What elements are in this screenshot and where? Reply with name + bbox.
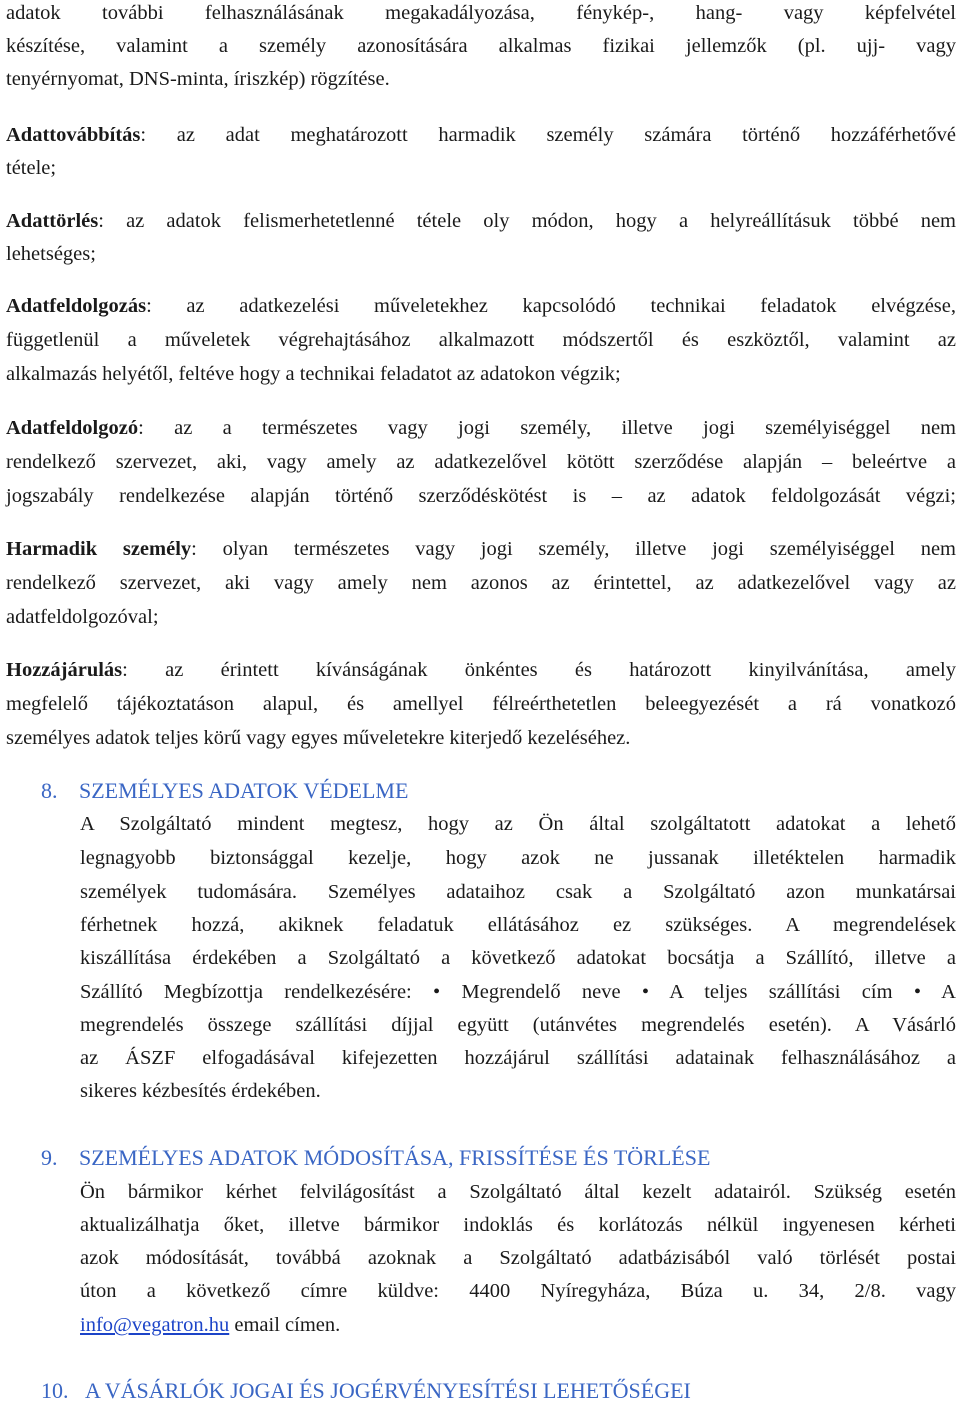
definition-text-line: tétele; <box>6 157 57 179</box>
section-9-line: úton a következő címre küldve: 4400 Nyíregyháza, Búza u. 34, 2/8. vagy <box>80 1280 956 1302</box>
section-8-line: legnagyobb biztonsággal kezelje, hogy azok ne jussanak illetéktelen harmadik <box>80 847 956 869</box>
section-8-line: Szállító Megbízottja rendelkezésére: • Megrendelő neve • A teljes szállítási cím • A <box>80 981 956 1003</box>
email-suffix: email címen. <box>229 1314 341 1336</box>
intro-line-2: készítése, valamint a személy azonosítására alkalmas fizikai jellemzők (pl. ujj- vagy <box>6 35 956 57</box>
definition-adattovabbitas <box>6 122 956 148</box>
definition-text: : az adatkezelési műveletekhez kapcsolódó technikai feladatok elvégzése, <box>146 295 956 317</box>
definition-text: : az adat meghatározott harmadik személy számára történő hozzáférhetővé <box>140 124 956 146</box>
section-9-line: aktualizálhatja őket, illetve bármikor indoklás és korlátozás nélkül ingyenesen kérheti <box>80 1214 956 1236</box>
definition-text: : az érintett kívánságának önkéntes és határozott kinyilvánítása, amely <box>122 659 956 681</box>
section-9-line: azok módosítását, továbbá azoknak a Szolgáltató adatbázisából való törlését postai <box>80 1247 956 1269</box>
section-title: SZEMÉLYES ADATOK VÉDELME <box>79 778 409 803</box>
section-8-line: megrendelés összege szállítási díjjal együtt (utánvétes megrendelés esetén). A Vásárló <box>80 1014 956 1036</box>
definition-term: Adattörlés <box>6 210 99 232</box>
section-number: 9. <box>41 1145 58 1170</box>
section-8-line: személyek tudomására. Személyes adataihoz csak a Szolgáltató azon munkatársai <box>80 881 956 903</box>
definition-text-line: lehetséges; <box>6 243 96 265</box>
section-8-line: A Szolgáltató mindent megtesz, hogy az Ön által szolgáltatott adatokat a lehető <box>80 813 956 835</box>
definition-term: Adatfeldolgozás <box>6 295 147 317</box>
definition-text: : olyan természetes vagy jogi személy, illetve jogi személyiséggel nem <box>191 538 956 560</box>
definition-text-line: függetlenül a műveletek végrehajtásához alkalmazott módszertől és eszköztől, valamint az <box>6 329 956 351</box>
section-9-line: Ön bármikor kérhet felvilágosítást a Szolgáltató által kezelt adatairól. Szükség esetén <box>80 1181 956 1203</box>
definition-term: Hozzájárulás <box>6 659 123 681</box>
section-9-email-line <box>80 1312 956 1338</box>
intro-line-1: adatok további felhasználásának megakadályozása, fénykép-, hang- vagy képfelvétel <box>6 2 956 24</box>
section-title: A VÁSÁRLÓK JOGAI ÉS JOGÉRVÉNYESÍTÉSI LEHETŐSÉGEI <box>85 1378 691 1403</box>
definition-text-line: személyes adatok teljes körű vagy egyes műveletekre kiterjedő kezeléséhez. <box>6 727 631 749</box>
section-title: SZEMÉLYES ADATOK MÓDOSÍTÁSA, FRISSÍTÉSE ÉS TÖRLÉSE <box>79 1145 711 1170</box>
section-number: 10. <box>41 1378 69 1403</box>
section-8-line: sikeres kézbesítés érdekében. <box>80 1080 321 1102</box>
intro-line-3: tenyérnyomat, DNS-minta, íriszkép) rögzítése. <box>6 68 390 90</box>
definition-text: : az a természetes vagy jogi személy, illetve jogi személyiséggel nem <box>138 417 956 439</box>
definition-adatfeldolgozas <box>6 293 956 319</box>
section-number: 8. <box>41 778 58 803</box>
email-link[interactable]: info@vegatron.hu <box>80 1314 230 1336</box>
definition-term: Adatfeldolgozó <box>6 417 139 439</box>
definition-hozzajarulas <box>6 657 956 683</box>
section-8-line: férhetnek hozzá, akiknek feladatuk ellátásához ez szükséges. A megrendelések <box>80 914 956 936</box>
definition-term: Adattovábbítás <box>6 124 141 146</box>
definition-adatfeldolgozo <box>6 415 956 441</box>
definition-adattorles <box>6 208 956 234</box>
definition-text-line: rendelkező szervezet, aki vagy amely nem azonos az érintettel, az adatkezelővel vagy az <box>6 572 956 594</box>
definition-text-line: jogszabály rendelkezése alapján történő szerződéskötést is – az adatok feldolgozását végzi; <box>6 485 956 507</box>
definition-term: Harmadik személy <box>6 538 192 560</box>
definition-harmadik-szemely <box>6 536 956 562</box>
section-8-line: kiszállítása érdekében a Szolgáltató a következő adatokat bocsátja a Szállító, illetve a <box>80 947 956 969</box>
definition-text-line: alkalmazás helyétől, feltéve hogy a technikai feladatot az adatokon végzik; <box>6 363 621 385</box>
definition-text-line: rendelkező szervezet, aki, vagy amely az adatkezelővel kötött szerződése alapján – beleértve a <box>6 451 956 473</box>
section-8-line: az ÁSZF elfogadásával kifejezetten hozzájárul szállítási adatainak felhasználásához a <box>80 1047 956 1069</box>
definition-text-line: megfelelő tájékoztatáson alapul, és amellyel félreérthetetlen beleegyezését a rá vonatkozó <box>6 693 956 715</box>
definition-text: : az adatok felismerhetetlenné tétele oly módon, hogy a helyreállításuk többé nem <box>98 210 956 232</box>
definition-text-line: adatfeldolgozóval; <box>6 606 159 628</box>
